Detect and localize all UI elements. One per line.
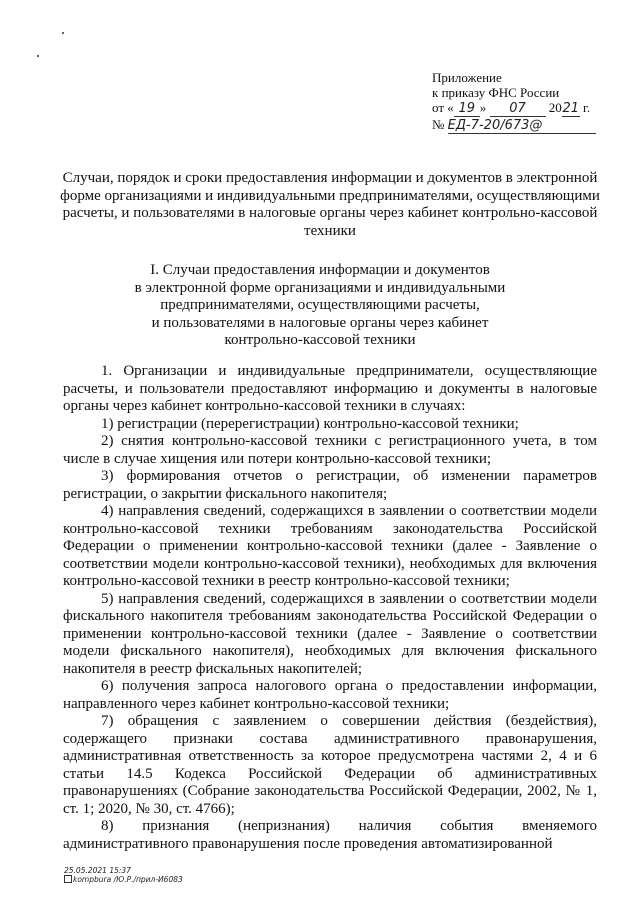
paragraph: 4) направления сведений, содержащихся в заявлении о соответствии модели контрольно-кассовой техники требованиям законодательства Российской Федерации о применении контрольно-кассовой техники (далее - Заявление о соответствии модели контрольно-кассовой техники), необходимых для включения контрольно-кассовой техники в реестр контрольно-кассовой техники; [63,503,597,589]
footer-stamp [64,866,183,884]
appendix-label: Приложение [432,70,502,85]
document-title: Случаи, порядок и сроки предоставления информации и документов в электронной форме организациями и индивидуальными предпринимателями, осуществляющими расчеты, и пользователями в налоговые органы через кабинет контрольно-кассовой техники [60,170,600,239]
handwritten-month: 07 [490,102,546,117]
footer-date: 25.05.2021 15:37 [64,866,131,875]
handwritten-day: 19 [454,102,480,117]
handwritten-year: 21 [562,101,580,116]
handwritten-number: ЕД-7-20/673@ [448,119,596,134]
scan-speck [37,55,39,57]
paragraph: 2) снятия контрольно-кассовой техники с регистрационного учета, в том числе в случае хищения или потери контрольно-кассовой техники; [63,433,597,467]
paragraph: 1) регистрации (перерегистрации) контрольно-кассовой техники; [101,415,519,432]
section-heading: I. Случаи предоставления информации и документов в электронной форме организациями и индивидуальными предпринимателями, осуществляющими расчеты, и пользователями в налоговые органы через кабинет контрольно-кассовой техники [134,262,506,348]
appendix-block [432,70,596,134]
scan-speck [62,32,64,34]
paragraph: 3) формирования отчетов о регистрации, об изменении параметров регистрации, о закрытии фискального накопителя; [63,468,597,502]
paragraph: 5) направления сведений, содержащихся в заявлении о соответствии модели фискального накопителя требованиям законодательства Российской Федерации о применении контрольно-кассовой техники (далее - Заявление о соответствии модели фискального накопителя), необходимых для включения фискального накопителя в реестр фискальных накопителей; [63,590,597,677]
appendix-order: к приказу ФНС России [432,85,560,100]
appendix-date: от « 19 » 07 2021 г. [432,100,591,116]
paragraph: 1. Организации и индивидуальные предприниматели, осуществляющие расчеты, и пользователи предоставляют информацию и документы в налоговые органы через кабинет контрольно-кассовой техники в случаях: [63,363,597,414]
paragraph: 8) признания (непризнания) наличия события вменяемого административного правонарушения после проведения автоматизированной [63,818,597,852]
footer-path: kompbura /Ю.Р./прил-И6083 [64,875,183,884]
paragraph: 7) обращения с заявлением о совершении действия (бездействия), содержащего признаки состава административного правонарушения, административная ответственность за которое предусмотрена частями 2, 4 и 6 статьи 14.5 Кодекса Российской Федерации об административных правонарушениях (Собрание законодательства Российской Федерации, 2002, № 1, ст. 1; 2020, № 30, ст. 4766); [63,713,597,817]
appendix-number: № ЕД-7-20/673@ [432,117,596,134]
document-body [63,363,597,853]
document-icon [64,875,72,883]
paragraph: 6) получения запроса налогового органа о предоставлении информации, направленного через кабинет контрольно-кассовой техники; [63,678,597,712]
